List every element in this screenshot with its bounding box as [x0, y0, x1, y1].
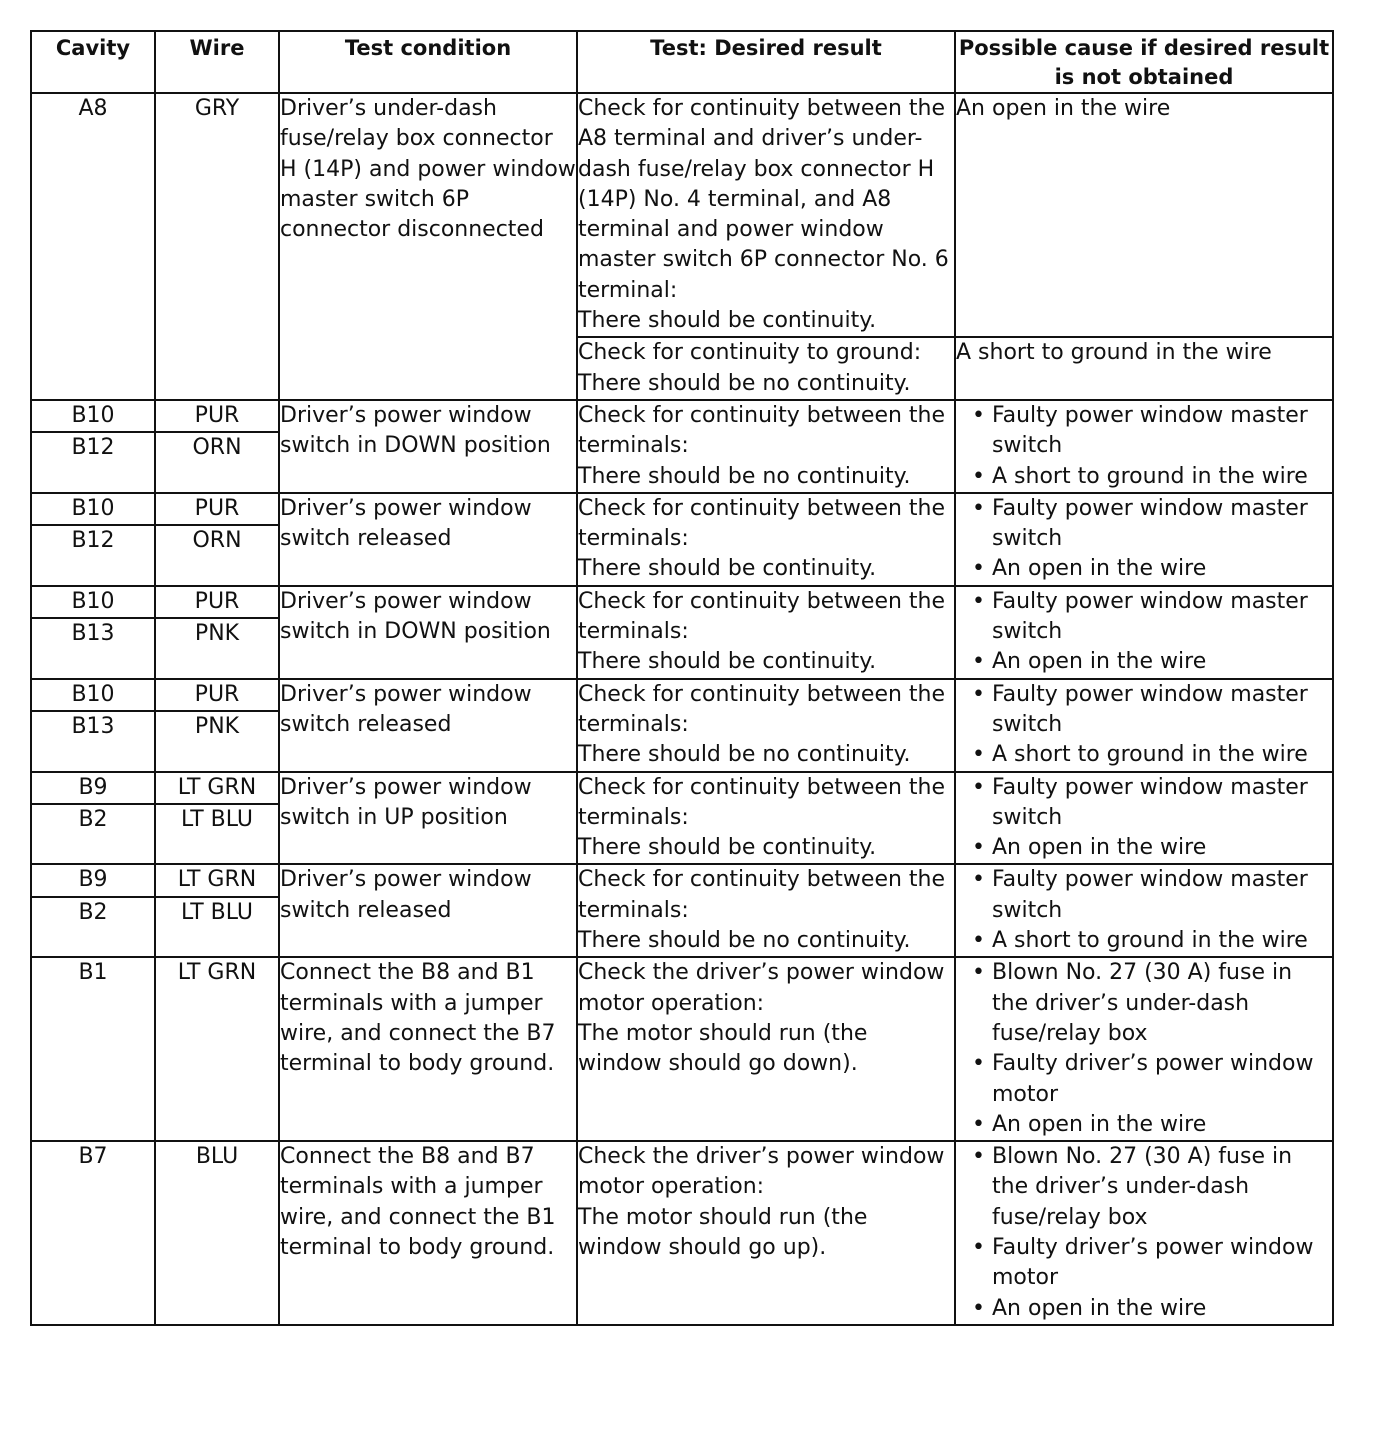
- cause-item: • Faulty power window master switch: [970, 587, 1328, 648]
- possible-cause-cell: [955, 586, 1333, 679]
- table-row: [31, 957, 1333, 1141]
- wire-cell: PUR: [155, 400, 279, 432]
- table-row: [31, 586, 1333, 618]
- header-wire: Wire: [155, 31, 279, 93]
- header-row: [31, 31, 1333, 93]
- cause-item: • An open in the wire: [970, 1294, 1328, 1324]
- table-row: [31, 1141, 1333, 1325]
- wire-cell: LT BLU: [155, 897, 279, 958]
- cavity-cell: B10: [31, 493, 155, 525]
- cause-item: • A short to ground in the wire: [970, 462, 1328, 492]
- cause-item: • An open in the wire: [970, 647, 1328, 677]
- cavity-cell: B9: [31, 772, 155, 804]
- desired-result-cell: Check for continuity between the terminals: There should be no continuity.: [577, 864, 955, 957]
- possible-cause-cell: [955, 493, 1333, 586]
- wire-cell: ORN: [155, 525, 279, 586]
- wire-cell: PNK: [155, 711, 279, 772]
- desired-result-cell: Check for continuity between the terminals: There should be continuity.: [577, 586, 955, 679]
- cause-list: [956, 773, 1332, 864]
- desired-result-cell: Check for continuity between the terminals: There should be no continuity.: [577, 679, 955, 772]
- possible-cause-cell: [955, 957, 1333, 1141]
- possible-cause-cell: [955, 400, 1333, 493]
- possible-cause-cell: A short to ground in the wire: [955, 337, 1333, 400]
- cavity-cell: B9: [31, 864, 155, 896]
- wire-cell: LT GRN: [155, 957, 279, 1141]
- wire-cell: BLU: [155, 1141, 279, 1325]
- cause-list: [956, 401, 1332, 492]
- cause-list: [956, 958, 1332, 1140]
- cause-list: [956, 680, 1332, 771]
- cavity-cell: A8: [31, 93, 155, 400]
- test-condition-cell: Driver’s power window switch released: [279, 493, 577, 586]
- wire-cell: GRY: [155, 93, 279, 400]
- table-row: [31, 772, 1333, 804]
- wire-cell: PUR: [155, 493, 279, 525]
- cavity-cell: B10: [31, 679, 155, 711]
- table-row: [31, 93, 1333, 337]
- cavity-cell: B2: [31, 897, 155, 958]
- cavity-cell: B2: [31, 804, 155, 865]
- header-desired-result: Test: Desired result: [577, 31, 955, 93]
- cause-item: • An open in the wire: [970, 1110, 1328, 1140]
- cause-item: • Blown No. 27 (30 A) fuse in the driver’s under-dash fuse/relay box: [970, 1142, 1328, 1233]
- table-row: [31, 400, 1333, 432]
- cause-item: • Faulty power window master switch: [970, 401, 1328, 462]
- desired-result-cell: Check for continuity between the terminals: There should be no continuity.: [577, 400, 955, 493]
- desired-result-cell: Check the driver’s power window motor operation: The motor should run (the window should go down).: [577, 957, 955, 1141]
- table-row: [31, 679, 1333, 711]
- cause-item: • Faulty power window master switch: [970, 680, 1328, 741]
- test-condition-cell: Connect the B8 and B7 terminals with a jumper wire, and connect the B1 terminal to body ground.: [279, 1141, 577, 1325]
- wire-cell: LT BLU: [155, 804, 279, 865]
- cavity-cell: B10: [31, 586, 155, 618]
- cause-item: • Blown No. 27 (30 A) fuse in the driver’s under-dash fuse/relay box: [970, 958, 1328, 1049]
- desired-result-cell: Check for continuity between the terminals: There should be continuity.: [577, 493, 955, 586]
- possible-cause-cell: An open in the wire: [955, 93, 1333, 337]
- header-cavity: Cavity: [31, 31, 155, 93]
- test-condition-cell: Driver’s power window switch in UP position: [279, 772, 577, 865]
- cause-item: • A short to ground in the wire: [970, 740, 1328, 770]
- cause-item: • A short to ground in the wire: [970, 926, 1328, 956]
- desired-result-cell: Check the driver’s power window motor operation: The motor should run (the window should go up).: [577, 1141, 955, 1325]
- desired-result-cell: Check for continuity between the terminals: There should be continuity.: [577, 772, 955, 865]
- cause-item: • An open in the wire: [970, 554, 1328, 584]
- wire-cell: LT GRN: [155, 772, 279, 804]
- possible-cause-cell: [955, 1141, 1333, 1325]
- cause-item: • Faulty power window master switch: [970, 865, 1328, 926]
- test-condition-cell: Driver’s power window switch released: [279, 679, 577, 772]
- troubleshooting-table: [30, 30, 1334, 1326]
- table-row: [31, 493, 1333, 525]
- test-condition-cell: Driver’s power window switch in DOWN position: [279, 586, 577, 679]
- cavity-cell: B1: [31, 957, 155, 1141]
- cause-list: [956, 865, 1332, 956]
- cavity-cell: B13: [31, 618, 155, 679]
- cavity-cell: B7: [31, 1141, 155, 1325]
- cause-item: • Faulty driver’s power window motor: [970, 1049, 1328, 1110]
- wire-cell: ORN: [155, 432, 279, 493]
- cavity-cell: B12: [31, 525, 155, 586]
- test-condition-cell: Driver’s power window switch released: [279, 864, 577, 957]
- cause-list: [956, 1142, 1332, 1324]
- wire-cell: LT GRN: [155, 864, 279, 896]
- test-condition-cell: Connect the B8 and B1 terminals with a jumper wire, and connect the B7 terminal to body ground.: [279, 957, 577, 1141]
- possible-cause-cell: [955, 679, 1333, 772]
- possible-cause-cell: [955, 772, 1333, 865]
- cause-item: • Faulty driver’s power window motor: [970, 1233, 1328, 1294]
- wire-cell: PUR: [155, 679, 279, 711]
- wire-cell: PUR: [155, 586, 279, 618]
- desired-result-cell: Check for continuity between the A8 terminal and driver’s under-dash fuse/relay box connector H (14P) No. 4 terminal, and A8 terminal and power window master switch 6P connector No. 6 terminal: There should be continuity.: [577, 93, 955, 337]
- cavity-cell: B12: [31, 432, 155, 493]
- header-possible-cause: Possible cause if desired result is not obtained: [955, 31, 1333, 93]
- test-condition-cell: Driver’s under-dash fuse/relay box connector H (14P) and power window master switch 6P connector disconnected: [279, 93, 577, 400]
- cause-item: • Faulty power window master switch: [970, 494, 1328, 555]
- cavity-cell: B13: [31, 711, 155, 772]
- wire-cell: PNK: [155, 618, 279, 679]
- cause-list: [956, 494, 1332, 585]
- possible-cause-cell: [955, 864, 1333, 957]
- cause-item: • Faulty power window master switch: [970, 773, 1328, 834]
- cavity-cell: B10: [31, 400, 155, 432]
- cause-item: • An open in the wire: [970, 833, 1328, 863]
- test-condition-cell: Driver’s power window switch in DOWN position: [279, 400, 577, 493]
- desired-result-cell: Check for continuity to ground: There should be no continuity.: [577, 337, 955, 400]
- table-row: [31, 864, 1333, 896]
- header-test-condition: Test condition: [279, 31, 577, 93]
- cause-list: [956, 587, 1332, 678]
